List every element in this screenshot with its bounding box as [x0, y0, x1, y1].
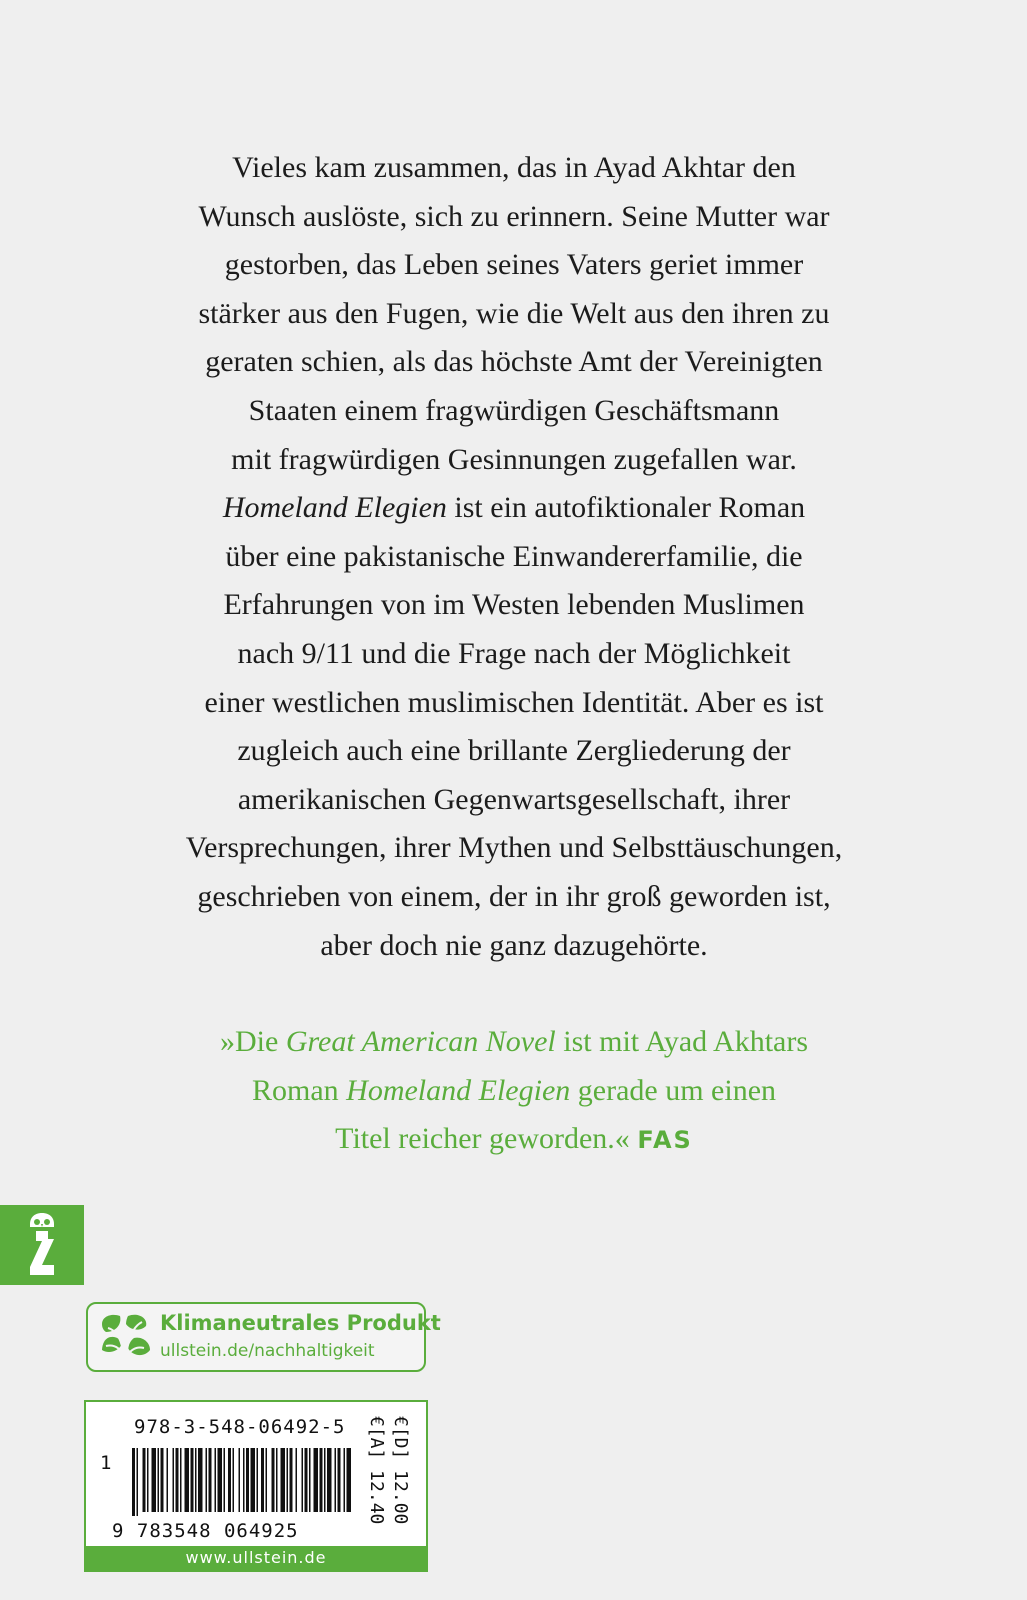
barcode-bar [344, 1448, 346, 1512]
barcode-bar [176, 1448, 179, 1512]
publisher-logo [0, 1205, 84, 1285]
blurb-line: über eine pakistanische Einwandererfamilie, die [225, 539, 803, 573]
quote-line [150, 1115, 878, 1165]
barcode-bar [167, 1448, 169, 1512]
price-block [364, 1416, 414, 1546]
barcode-bar [158, 1448, 160, 1512]
barcode-bar [218, 1448, 223, 1512]
price-austria: €[A] 12.40 [366, 1416, 387, 1525]
quote-fragment: Titel reicher geworden.« [335, 1122, 638, 1156]
quote-line [150, 1067, 878, 1116]
barcode-bar [185, 1448, 190, 1512]
barcode-bar [206, 1448, 208, 1512]
blurb-line: geschrieben von einem, der in ihr groß geworden ist, [197, 879, 831, 913]
barcode-bar [180, 1448, 182, 1512]
quote-italic: Homeland Elegien [346, 1073, 571, 1107]
blurb-line: geraten schien, als das höchste Amt der Vereinigten [205, 345, 823, 379]
blurb-line: gestorben, das Leben seines Vaters geriet immer [224, 248, 804, 282]
barcode-bar [296, 1448, 298, 1512]
barcode-bar [309, 1448, 311, 1512]
barcode-bar [224, 1448, 226, 1512]
barcode-bar [147, 1448, 149, 1512]
barcode-bar [233, 1448, 235, 1512]
barcode-bar [195, 1448, 197, 1512]
quote-line [150, 1018, 878, 1067]
barcode-bar [198, 1448, 203, 1512]
barcode-bar [243, 1448, 245, 1512]
barcode-bar [239, 1448, 241, 1512]
barcode-bar [191, 1448, 194, 1512]
barcode-box [84, 1400, 428, 1572]
blurb-line: amerikanischen Gegenwartsgesellschaft, ihrer [237, 782, 791, 816]
barcode-bar [257, 1448, 259, 1512]
quote-italic: Great American Novel [285, 1025, 556, 1058]
barcode-bar [246, 1448, 249, 1512]
barcode-bar [320, 1448, 323, 1512]
barcode-bar [137, 1448, 139, 1516]
quote-fragment: gerade um einen [570, 1073, 777, 1107]
blurb-line: Staaten einem fragwürdigen Geschäftsmann [248, 393, 780, 427]
barcode-bar [338, 1448, 341, 1512]
barcode-bar [276, 1448, 278, 1512]
leaf-icon [98, 1312, 154, 1364]
blurb-line: nach 9/11 und die Frage nach der Möglichkeit [237, 636, 791, 670]
barcode-bar [305, 1448, 308, 1512]
blurb-line: Erfahrungen von im Westen lebenden Muslimen [223, 588, 805, 622]
blurb-line: einer westlichen muslimischen Identität. Aber es ist [204, 685, 824, 719]
barcode-bar [290, 1448, 293, 1512]
barcode-bar [215, 1448, 217, 1512]
barcode-bar [228, 1448, 231, 1512]
publisher-website: www.ullstein.de [86, 1546, 426, 1570]
barcode-bar [347, 1448, 352, 1512]
blurb-line: zugleich auch eine brillante Zergliederung der [237, 734, 791, 768]
price-germany: €[D] 12.00 [390, 1416, 411, 1525]
blurb-line: Versprechungen, ihrer Mythen und Selbsttäuschungen, [185, 831, 843, 865]
barcode-bar [302, 1448, 304, 1512]
barcode-bar [143, 1448, 146, 1512]
barcode-bar [266, 1448, 268, 1512]
blurb-line: Wunsch auslöste, sich zu erinnern. Seine Mutter war [198, 199, 830, 233]
barcode-bar [327, 1448, 332, 1512]
blurb-text-fragment: ist ein autofiktionaler Roman [446, 491, 806, 525]
barcode-bars [132, 1448, 352, 1516]
barcode-bar [152, 1448, 157, 1512]
barcode-bar [209, 1448, 212, 1512]
barcode-bar [335, 1448, 337, 1512]
climate-neutral-badge [86, 1302, 441, 1372]
quote-fragment: ist mit Ayad Akhtars [555, 1025, 809, 1058]
blurb-line: aber doch nie ganz dazugehörte. [320, 928, 708, 962]
barcode-bar [324, 1448, 326, 1512]
barcode-addon-digit: 1 [100, 1452, 112, 1474]
quote-fragment: »Die [219, 1025, 286, 1058]
barcode-bar [261, 1448, 264, 1512]
barcode-bar [132, 1448, 135, 1516]
barcode-bar [161, 1448, 164, 1512]
blurb-line: Vieles kam zusammen, das in Ayad Akhtar den [232, 151, 796, 184]
barcode-bar [287, 1448, 289, 1512]
blurb-line: mit fragwürdigen Gesinnungen zugefallen war. [231, 442, 797, 476]
badge-title: Klimaneutrales Produkt [160, 1311, 441, 1335]
blurb-line: stärker aus den Fugen, wie die Welt aus den ihren zu [198, 296, 830, 330]
blurb-line [150, 484, 878, 533]
barcode-bar [173, 1448, 175, 1512]
barcode-bar [314, 1448, 319, 1512]
blurb-text [150, 144, 878, 970]
quote-source: FAS [637, 1126, 693, 1155]
ean-digits: 9 783548 064925 [112, 1520, 299, 1542]
isbn-number: 978-3-548-06492-5 [134, 1416, 346, 1438]
book-title: Homeland Elegien [222, 491, 447, 525]
barcode-bar [251, 1448, 256, 1512]
quote-fragment: Roman [251, 1073, 347, 1107]
press-quote [150, 1018, 878, 1165]
barcode-bar [281, 1448, 286, 1512]
owl-logo-icon [0, 1205, 84, 1285]
badge-url: ullstein.de/nachhaltigkeit [160, 1341, 375, 1361]
barcode-bar [272, 1448, 275, 1512]
